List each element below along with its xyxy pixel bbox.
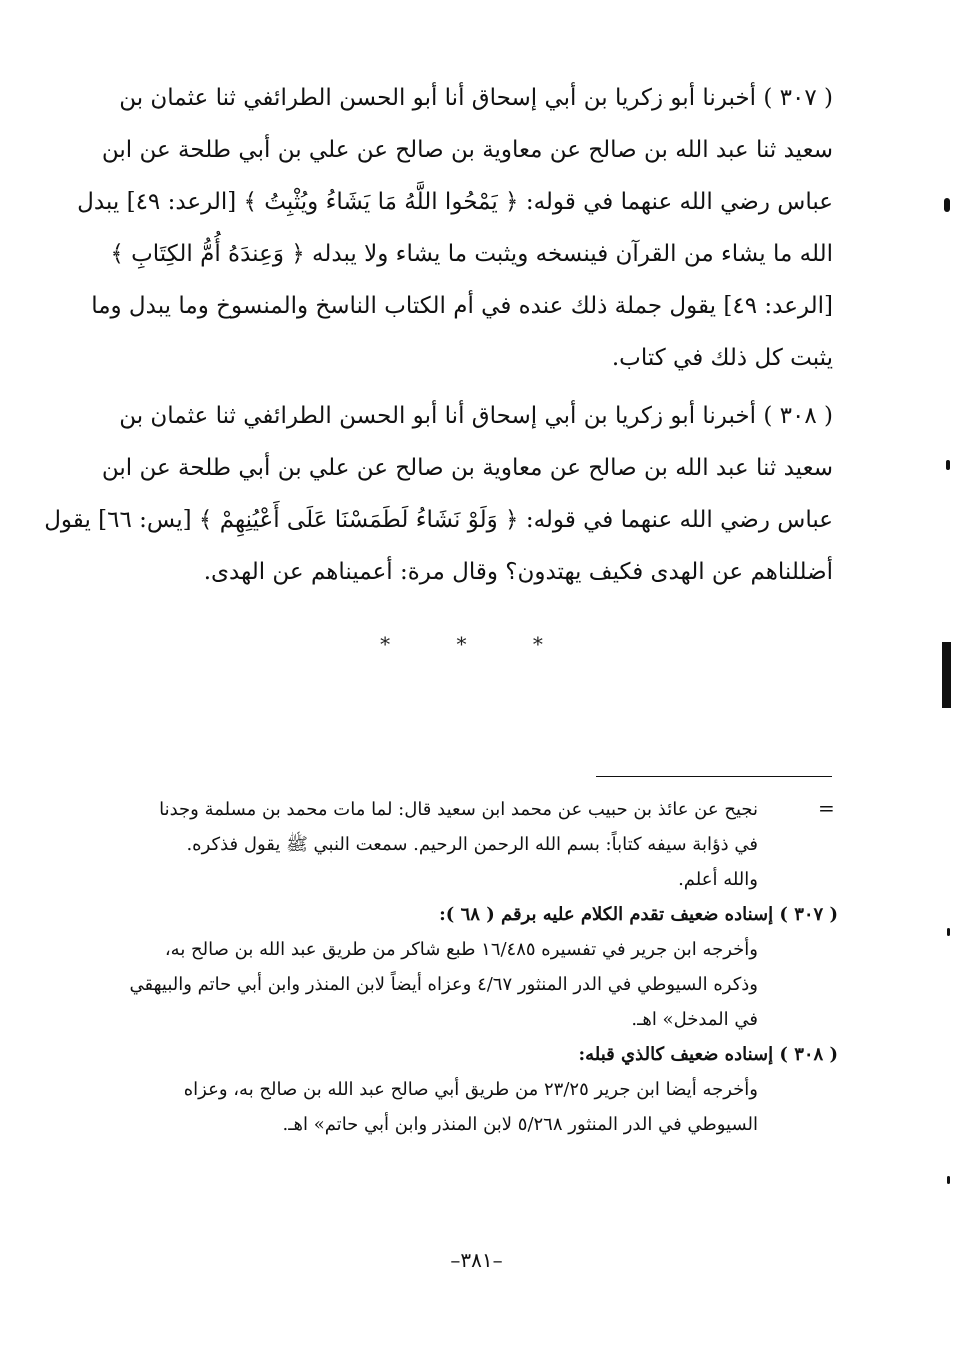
- footnote-line: والله أعلم.: [678, 869, 758, 890]
- footnote-line: وأخرجه أيضا ابن جرير ٢٣/٢٥ من طريق أبي صالح عبد الله بن صالح به، وعزاه: [183, 1079, 758, 1100]
- footnotes: [118, 792, 838, 1142]
- text-line: عباس رضي الله عنهما في قوله: ﴿ يَمْحُوا اللَّهُ مَا يَشَاءُ ويُثْبِتُ ﴾ [الرعد: ٤٩] يبدل: [77, 189, 833, 215]
- footnote-line: وذكره السيوطي في الدر المنثور ٤/٦٧ وعزاه أيضاً لابن المنذر وابن أبي حاتم والبيهقي: [129, 974, 758, 995]
- page-number: –٣٨١–: [450, 1248, 503, 1272]
- scan-mark: [944, 198, 950, 212]
- text-line: سعيد ثنا عبد الله بن صالح عن معاوية بن صالح عن علي بن أبي طلحة عن ابن: [101, 137, 833, 163]
- footnote-line: في المدخل» اهـ.: [631, 1009, 758, 1030]
- footnote-308-heading: ( ٣٠٨ ) إسناده ضعيف كالذي قبله:: [578, 1044, 838, 1065]
- section-separator: * * *: [380, 632, 573, 656]
- footnote-line: السيوطي في الدر المنثور ٥/٢٦٨ لابن المنذر وابن أبي حاتم» اهـ.: [282, 1114, 758, 1135]
- text-line: الله ما يشاء من القرآن فينسخه ويثبت ما يشاء ولا يبدله ﴿ وَعِندَهُ أُمُّ الكِتَابِ ﴾: [110, 241, 833, 267]
- hadith-308-paragraph: [44, 390, 833, 598]
- footnote-rule: [596, 776, 832, 777]
- text-line: [الرعد: ٤٩] يقول جملة ذلك عنده في أم الكتاب الناسخ والمنسوخ وما يبدل وما: [91, 293, 833, 319]
- text-line: أضللناهم عن الهدى فكيف يهتدون؟ وقال مرة: أعميناهم عن الهدى.: [203, 559, 833, 585]
- footnote-line: في ذؤابة سيفه كتاباً: بسم الله الرحمن الرحيم. سمعت النبي ﷺ يقول فذكره.: [186, 834, 758, 855]
- hadith-307-paragraph: [77, 72, 833, 384]
- footnote-continuation-marker: =: [818, 796, 835, 820]
- footnote-line: نجيح عن عائذ بن حبيب عن محمد ابن سعيد قال: لما مات محمد بن مسلمة وجدنا: [159, 799, 758, 820]
- footnote-line: وأخرجه ابن جرير في تفسيره ١٦/٤٨٥ طبع شاكر من طريق عبد الله بن صالح به،: [164, 939, 758, 960]
- text-line: سعيد ثنا عبد الله بن صالح عن معاوية بن صالح عن علي بن أبي طلحة عن ابن: [101, 455, 833, 481]
- text-line: ( ٣٠٨ ) أخبرنا أبو زكريا بن أبي إسحاق أنا أبو الحسن الطرائفي ثنا عثمان بن: [119, 403, 833, 429]
- scan-mark: [947, 1176, 950, 1184]
- text-line: ( ٣٠٧ ) أخبرنا أبو زكريا بن أبي إسحاق أنا أبو الحسن الطرائفي ثنا عثمان بن: [119, 85, 833, 111]
- scan-mark: [946, 460, 950, 470]
- scan-mark: [947, 928, 950, 936]
- text-line: عباس رضي الله عنهما في قوله: ﴿ وَلَوْ نَشَاءُ لَطَمَسْنَا عَلَى أَعْيُنِهِمْ ﴾ [يس: ٦٦] يقول: [44, 507, 833, 533]
- footnote-307-heading: ( ٣٠٧ ) إسناده ضعيف تقدم الكلام عليه برقم ( ٦٨ ):: [439, 904, 838, 925]
- text-line: يثبت كل ذلك في كتاب.: [611, 345, 833, 371]
- scan-mark: [942, 642, 951, 708]
